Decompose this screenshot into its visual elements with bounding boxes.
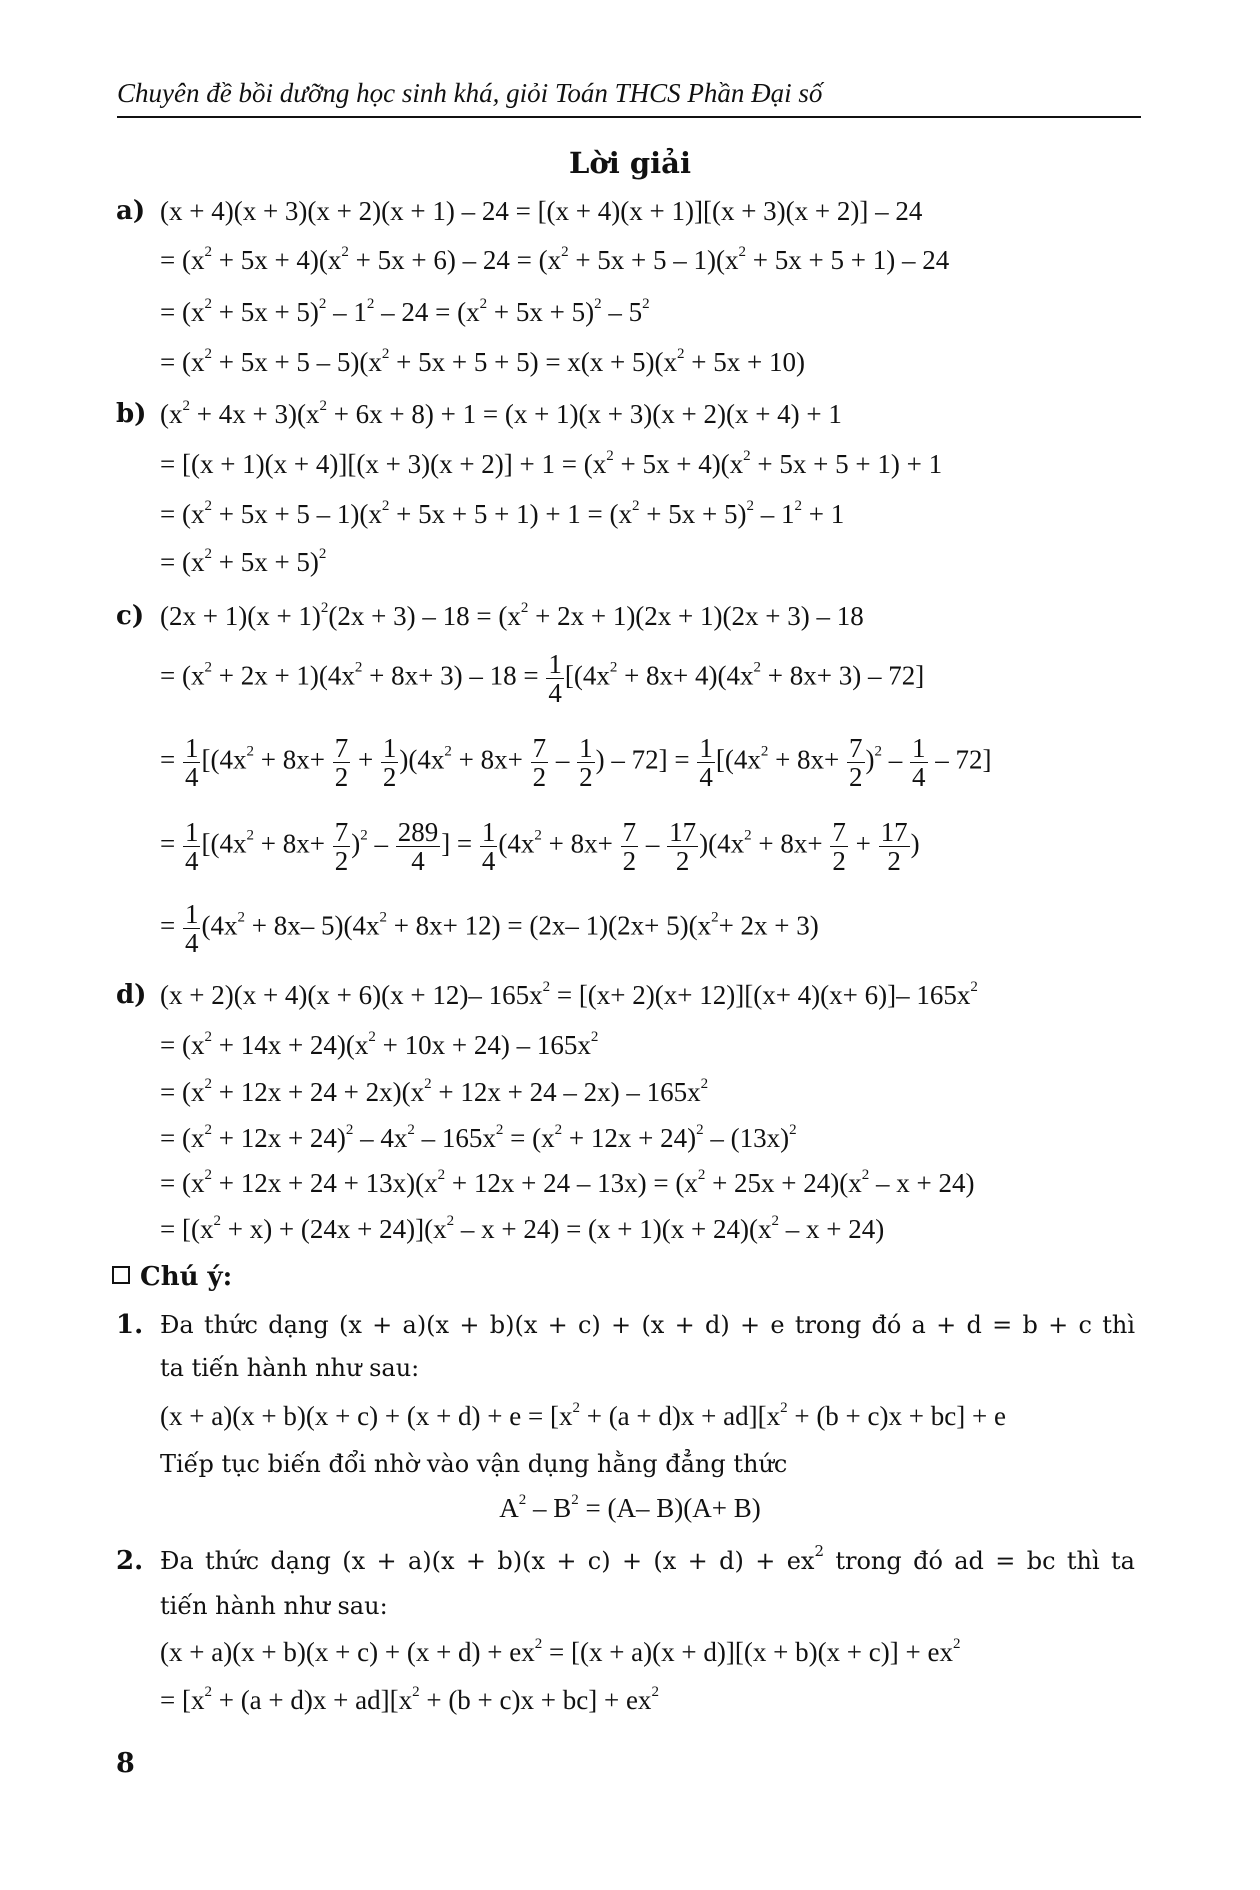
superscript: 2: [744, 827, 752, 844]
superscript: 2: [696, 1122, 704, 1138]
superscript: 2: [479, 296, 488, 312]
part-a-label: a): [116, 196, 146, 226]
note-heading: [112, 1262, 232, 1292]
superscript: 2: [542, 979, 551, 995]
note-item-1-label: 1.: [116, 1310, 144, 1340]
superscript: 2: [780, 1400, 788, 1416]
superscript: 2: [874, 743, 883, 760]
superscript: 2: [590, 1029, 599, 1045]
equation-line: = $[x^2 + (a + d)x + ad][x^2 + (b + c)x + bc] + ex^2$: [160, 1684, 659, 1715]
superscript: 2: [412, 1684, 420, 1700]
superscript: 2: [711, 909, 719, 926]
fraction: $\frac{1}{2}$: [382, 733, 397, 792]
superscript: 2: [814, 1542, 824, 1560]
equation-line: (x + 2)(x + 4)(x + 6)(x + 12)– $165x^2 = [(x+ 2)(x+ 12)][(x+ 4)(x+ 6)]-$ $165x^2$: [160, 979, 978, 1010]
equation-line: = $\frac{1}{4}$ ($4x^2 + 8x-$ $5)(4x^2 + 8x+ 12) = (2x-$ $1)(2x+ 5)(x^2+ 2x + 3)$: [160, 899, 819, 958]
superscript: 2: [379, 909, 387, 926]
superscript: 2: [407, 1122, 415, 1138]
superscript: 2: [446, 1213, 455, 1229]
checkbox-square-icon: [112, 1266, 130, 1284]
page-number: 8: [116, 1748, 135, 1779]
superscript: 2: [743, 448, 751, 464]
superscript: 2: [246, 827, 254, 844]
equation-line: = $\frac{1}{4}$ [($4x^2 + 8x+$ $\frac{7}{2}$ )$^2$ – $\frac{289}{4}$ ] = $\frac{1}{4}$ ($4x^2 + 8x+$ $\frac{7}{2}$ – $\frac{17}{2}$ )($4x^2 + 8x+$ $\frac{7}{2}$ + $\frac{17}{2}$ ): [160, 817, 920, 876]
superscript: 2: [318, 296, 327, 312]
running-header: Chuyên đề bồi dưỡng học sinh khá, giỏi Toán THCS Phần Đại số: [117, 78, 823, 108]
prose-line: ta tiến hành như sau:: [160, 1354, 420, 1382]
superscript: 2: [182, 398, 190, 414]
superscript: 2: [746, 498, 754, 514]
equation-line: (x + 4)(x + 3)(x + 2)(x + 1) – 24 = [(x + 4)(x + 1)][(x + 3)(x + 2)] – 24: [160, 196, 923, 226]
equation-line: = $[(x + 1)(x + 4)][(x + 3)(x + 2)] + 1 = (x^2 + 5x + 4)(x^2 + 5x + 5 + 1) + 1$: [160, 448, 943, 479]
superscript: 2: [319, 398, 327, 414]
section-title: Lời giải: [569, 146, 691, 180]
note-item-2-label: 2.: [116, 1546, 144, 1576]
superscript: 2: [320, 600, 329, 616]
fraction: $\frac{7}{2}$: [849, 733, 863, 792]
equation-line: = $(x^2 + 5x + 5)^2$: [160, 546, 327, 577]
prose-line: Tiếp tục biến đổi nhờ vào vận dụng hằng đẳng thức: [160, 1450, 788, 1478]
superscript: 2: [534, 1636, 543, 1652]
superscript: 2: [204, 1122, 212, 1138]
superscript: 2: [700, 1076, 709, 1092]
fraction: $\frac{1}{2}$: [579, 733, 593, 792]
superscript: 2: [495, 1122, 504, 1138]
equation-line: $(2x + 1)(x + 1)^2(2x + 3) - 18 = (x^2 + 2x + 1)(2x + 1)(2x + 3) - 18$: [160, 600, 864, 631]
superscript: 2: [204, 244, 212, 260]
fraction: $\frac{7}{2}$: [334, 733, 349, 792]
fraction: $\frac{289}{4}$: [397, 817, 439, 876]
superscript: 2: [697, 1167, 706, 1183]
header-rule: [117, 116, 1141, 118]
identity-equation: $A^2 - B^2 = (A-$ B)(A+ B): [499, 1492, 761, 1523]
superscript: 2: [204, 546, 212, 562]
fraction: $\frac{1}{4}$: [912, 733, 926, 792]
equation-line: $(x + a)(x + b)(x + c) + (x + d) + ex^2 = [(x + a)(x + d)][(x + b)(x + c)] + ex^2$: [160, 1636, 961, 1667]
superscript: 2: [771, 1213, 779, 1229]
superscript: 2: [952, 1636, 961, 1652]
superscript: 2: [213, 1213, 221, 1229]
equation-line: $(x^2 + 4x + 3)(x^2 + 6x + 8) + 1 = (x + 1)(x + 3)(x + 2)(x + 4) + 1$: [160, 398, 842, 429]
superscript: 2: [534, 827, 542, 844]
prose-line: Đa thức dạng (x + a)(x + b)(x + c) + (x + d) + e trong đó a + d = b + c thì: [160, 1311, 1135, 1339]
equation-line: = $(x^2 + 5x + 5 - 5)(x^2 + 5x + 5 + 5) = x(x + 5)(x^2 + 5x + 10)$: [160, 346, 805, 377]
equation-line: = $(x^2 + 2x + 1)(4x^2 + 8x+ 3) - 18$ = $\frac{1}{4}$ $[(4x^2 + 8x+ 4)(4x^2 + 8x+ 3) - 72]$: [160, 649, 925, 708]
superscript: 2: [204, 659, 212, 676]
equation-line: = $(x^2 + 5x + 5 - 1)(x^2 + 5x + 5 + 1) + 1 = (x^2 + 5x + 5)^2 - 1^2 + 1$: [160, 498, 845, 529]
superscript: 2: [381, 498, 390, 514]
fraction: $\frac{7}{2}$: [832, 817, 846, 876]
superscript: 2: [204, 346, 212, 362]
superscript: 2: [753, 659, 762, 676]
superscript: 2: [246, 743, 254, 760]
superscript: 2: [204, 296, 212, 312]
fraction: $\frac{7}{2}$: [532, 733, 547, 792]
superscript: 2: [518, 1492, 527, 1508]
fraction: $\frac{1}{4}$: [184, 817, 199, 876]
fraction: $\frac{1}{4}$: [548, 649, 562, 708]
fraction: $\frac{17}{2}$: [880, 817, 908, 876]
note-title: Chú ý:: [140, 1262, 233, 1292]
superscript: 2: [561, 244, 569, 260]
equation-line: = $(x^2 + 5x + 5)^2 - 1^2 - 24 = (x^2 + 5x + 5)^2 - 5^2$: [160, 296, 650, 327]
superscript: 2: [345, 1122, 354, 1138]
superscript: 2: [738, 244, 747, 260]
superscript: 2: [237, 909, 245, 926]
superscript: 2: [368, 1029, 376, 1045]
superscript: 2: [204, 498, 212, 514]
superscript: 2: [970, 979, 978, 995]
superscript: 2: [572, 1400, 580, 1416]
equation-line: = $(x^2 + 5x + 4)(x^2 + 5x + 6) - 24 = (x^2 + 5x + 5 - 1)(x^2 + 5x + 5 + 1) - 24$: [160, 244, 950, 275]
prose-line: tiến hành như sau:: [160, 1592, 388, 1620]
superscript: 2: [520, 600, 529, 616]
superscript: 2: [437, 1167, 446, 1183]
superscript: 2: [444, 743, 452, 760]
superscript: 2: [760, 743, 769, 760]
superscript: 2: [571, 1492, 579, 1508]
superscript: 2: [204, 1029, 212, 1045]
superscript: 2: [651, 1684, 659, 1700]
superscript: 2: [606, 448, 614, 464]
fraction: $\frac{1}{4}$: [481, 817, 496, 876]
superscript: 2: [354, 659, 363, 676]
fraction: $\frac{1}{4}$: [184, 899, 199, 958]
part-b-label: b): [116, 399, 147, 429]
superscript: 2: [861, 1167, 870, 1183]
fraction: $\frac{7}{2}$: [622, 817, 637, 876]
fraction: $\frac{1}{4}$: [184, 733, 199, 792]
superscript: 2: [204, 1167, 212, 1183]
superscript: 2: [366, 296, 375, 312]
equation-line: = $\frac{1}{4}$ [($4x^2 + 8x+$ $\frac{7}{2}$ + $\frac{1}{2}$ )($4x^2 + 8x+$ $\frac{7}{2}$ – $\frac{1}{2}$ ) – 72] = $\frac{1}{4}$ [($4x^2 + 8x+$ $\frac{7}{2}$ )$^2$ – $\frac{1}{4}$ – 72]: [160, 733, 992, 792]
fraction: $\frac{7}{2}$: [334, 817, 349, 876]
superscript: 2: [609, 659, 618, 676]
superscript: 2: [677, 346, 685, 362]
prose-line: Đa thức dạng $(x + a)(x + b)(x + c) + (x + d) + ex^2$ trong đó ad = bc thì ta: [160, 1542, 1135, 1575]
superscript: 2: [204, 1684, 212, 1700]
superscript: 2: [642, 296, 650, 312]
superscript: 2: [794, 498, 802, 514]
equation-line: = $(x^2 + 12x + 24 + 2x)(x^2 + 12x + 24 - 2x) - 165x^2$: [160, 1076, 709, 1107]
superscript: 2: [594, 296, 602, 312]
fraction: $\frac{1}{4}$: [699, 733, 713, 792]
superscript: 2: [554, 1122, 563, 1138]
part-c-label: c): [116, 601, 145, 631]
superscript: 2: [360, 827, 368, 844]
equation-line: $(x + a)(x + b)(x + c) + (x + d) + e = [x^2 + (a + d)x + ad][x^2 + (b + c)x + bc] + e$: [160, 1400, 1006, 1431]
part-d-label: d): [116, 980, 147, 1010]
fraction: $\frac{17}{2}$: [669, 817, 697, 876]
superscript: 2: [632, 498, 640, 514]
superscript: 2: [341, 244, 349, 260]
equation-line: = $(x^2 + 14x + 24)(x^2 + 10x + 24) - 165x^2$: [160, 1029, 599, 1060]
superscript: 2: [789, 1122, 797, 1138]
superscript: 2: [204, 1076, 212, 1092]
superscript: 2: [424, 1076, 432, 1092]
equation-line: = $[(x^2 + x) + (24x + 24)](x^2 - x + 24) = (x + 1)(x + 24)(x^2 - x + 24)$: [160, 1213, 885, 1244]
equation-line: = $(x^2 + 12x + 24 + 13x)(x^2 + 12x + 24 - 13x) = (x^2 + 25x + 24)(x^2 - x + 24)$: [160, 1167, 975, 1198]
equation-line: = $(x^2 + 12x + 24)^2 - 4x^2 - 165x^2 = (x^2 + 12x + 24)^2 - (13x)^2$: [160, 1122, 797, 1153]
superscript: 2: [381, 346, 390, 362]
superscript: 2: [318, 546, 327, 562]
